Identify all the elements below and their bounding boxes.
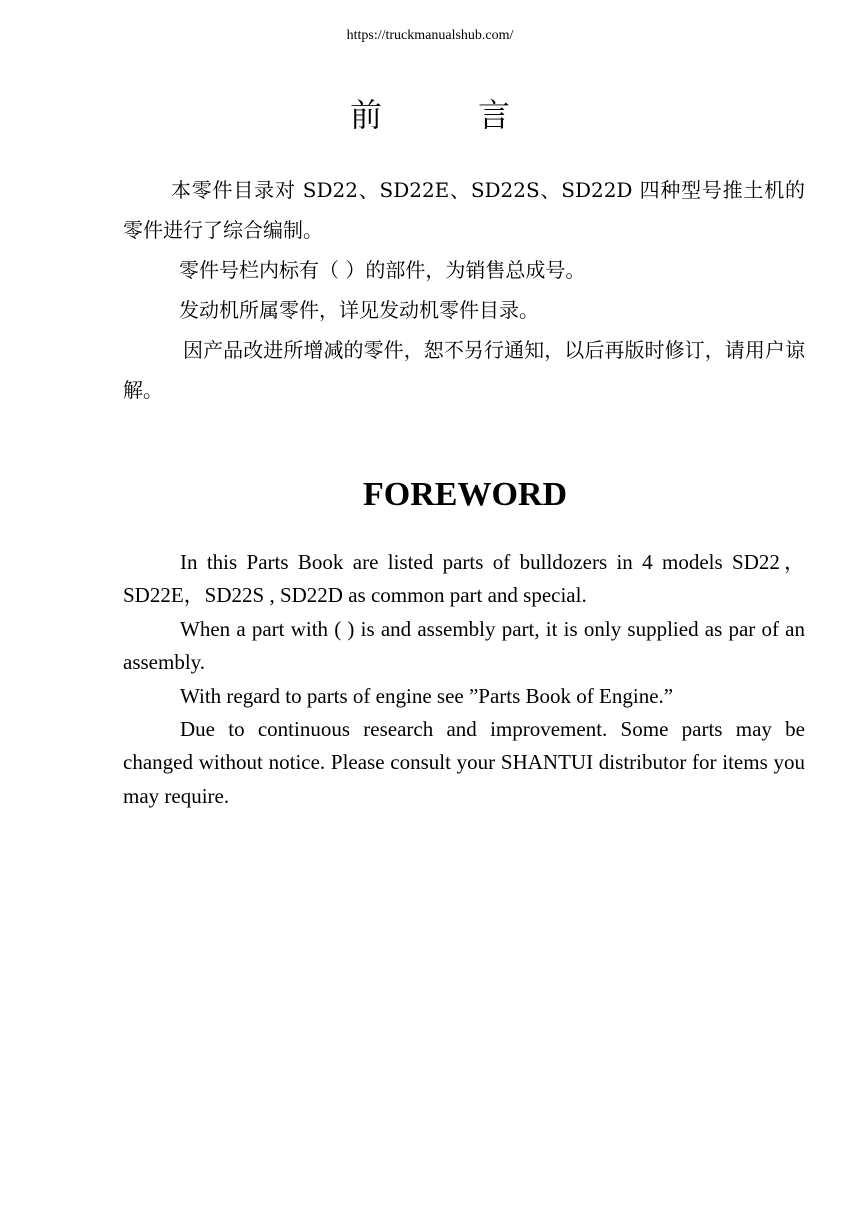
english-paragraph-2: When a part with ( ) is and assembly part, it is only supplied as par of an assembly. (123, 616, 805, 675)
source-url: https://truckmanualshub.com/ (346, 28, 514, 43)
chinese-paragraph-4: 因产品改进所增减的零件，恕不另行通知，以后再版时修订，请用户谅解。 (123, 338, 805, 402)
chinese-paragraph-1: 本零件目录对 SD22、SD22E、SD22S、SD22D 四种型号推土机的零件进行了综合编制。 (123, 178, 805, 242)
english-paragraph-3: With regard to parts of engine see ”Parts Book of Engine.” (180, 683, 674, 708)
english-paragraph-4: Due to continuous research and improvement. Some parts may be changed without notice. Please consult your SHANTUI distributor for items you may require. (123, 717, 805, 808)
english-paragraph-1: In this Parts Book are listed parts of bulldozers in 4 models SD22，SD22E，SD22S , SD22D as common part and special. (123, 550, 805, 608)
chinese-paragraph-3: 发动机所属零件，详见发动机零件目录。 (179, 298, 539, 322)
english-foreword-body (123, 546, 805, 813)
english-title: FOREWORD (363, 476, 567, 513)
chinese-title-char-1: 前 (349, 96, 382, 134)
chinese-foreword-body (123, 170, 805, 410)
chinese-paragraph-2: 零件号栏内标有（ ）的部件，为销售总成号。 (179, 258, 586, 282)
chinese-title-char-2: 言 (478, 96, 511, 134)
chinese-title (0, 90, 860, 136)
